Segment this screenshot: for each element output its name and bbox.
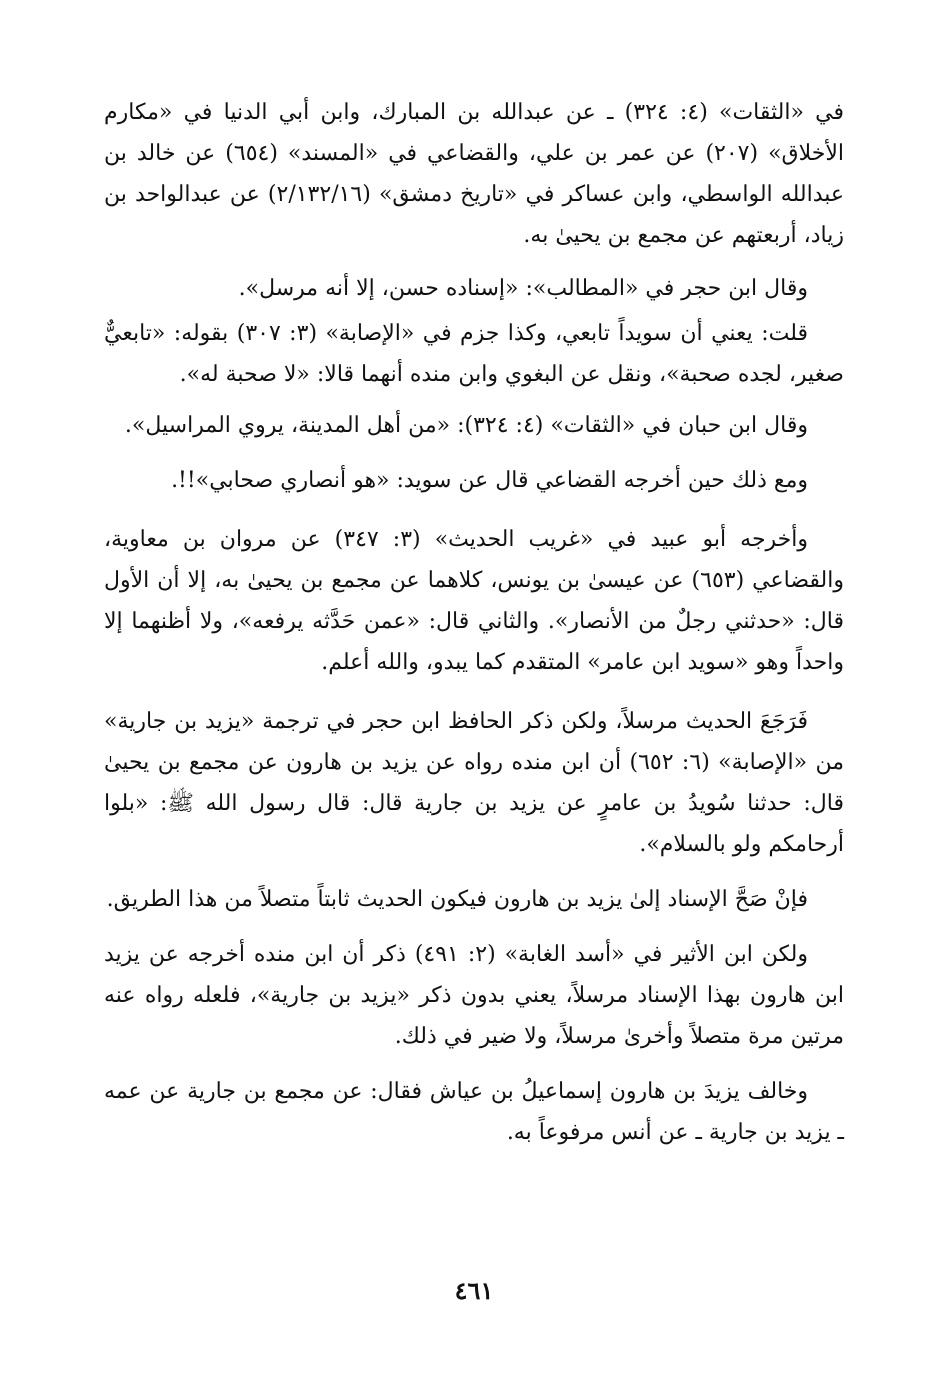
- paragraph-2: وقال ابن حجر في «المطالب»: «إسناده حسن، إلا أنه مرسل».: [238, 276, 808, 301]
- paragraph-5: ومع ذلك حين أخرجه القضاعي قال عن سويد: «هو أنصاري صحابي»!!.: [171, 468, 808, 493]
- paragraph-9: ولكن ابن الأثير في «أسد الغابة» (٢: ٤٩١) ذكر أن ابن منده أخرجه عن يزيد ابن هارون بهذا الإسناد مرسلاً، يعني بدون ذكر «يزيد بن جارية»، فلعله رواه عنه مرتين مرة متصلاً وأخرىٰ مرسلاً، ولا ضير في ذلك.: [104, 942, 844, 1049]
- paragraph-4: وقال ابن حبان في «الثقات» (٤: ٣٢٤): «من أهل المدينة، يروي المراسيل».: [124, 413, 808, 438]
- paragraph-7: فَرَجَعَ الحديث مرسلاً، ولكن ذكر الحافظ ابن حجر في ترجمة «يزيد بن جارية» من «الإصابة» (٦: ٦٥٢) أن ابن منده رواه عن يزيد بن هارون عن مجمع بن يحيىٰ قال: حدثنا سُويدُ بن عامرٍ عن يزيد بن جارية قال: قال رسول الله ﷺ: «بلوا أرحامكم ولو بالسلام».: [104, 709, 845, 857]
- paragraph-8: فإنْ صَحَّ الإسناد إلىٰ يزيد بن هارون فيكون الحديث ثابتاً متصلاً من هذا الطريق.: [106, 887, 808, 912]
- paragraph-1: في «الثقات» (٤: ٣٢٤) ـ عن عبدالله بن المبارك، وابن أبي الدنيا في «مكارم الأخلاق» (٢٠٧) عن عمر بن علي، والقضاعي في «المسند» (٦٥٤) عن خالد بن عبدالله الواسطي، وابن عساكر في «تاريخ دمشق» (٢/١٣٢/١٦) عن عبدالواحد بن زياد، أربعتهم عن مجمع بن يحيىٰ به.: [104, 100, 845, 248]
- page-body: [104, 92, 844, 1153]
- page-number: ٤٦١: [454, 1276, 494, 1305]
- paragraph-6: وأخرجه أبو عبيد في «غريب الحديث» (٣: ٣٤٧) عن مروان بن معاوية، والقضاعي (٦٥٣) عن عيسىٰ بن يونس، كلاهما عن مجمع بن يحيىٰ به، إلا أن الأول قال: «حدثني رجلٌ من الأنصار». والثاني قال: «عمن حَدَّثه يرفعه»، ولا أظنهما إلا واحداً وهو «سويد ابن عامر» المتقدم كما يبدو، والله أعلم.: [104, 527, 844, 675]
- paragraph-3: قلت: يعني أن سويداً تابعي، وكذا جزم في «الإصابة» (٣: ٣٠٧) بقوله: «تابعيٌّ صغير، لجده صحبة»، ونقل عن البغوي وابن منده أنهما قالا: «لا صحبة له».: [104, 321, 844, 387]
- paragraph-10: وخالف يزيدَ بن هارون إسماعيلُ بن عياش فقال: عن مجمع بن جارية عن عمه ـ يزيد بن جارية ـ عن أنس مرفوعاً به.: [104, 1079, 844, 1145]
